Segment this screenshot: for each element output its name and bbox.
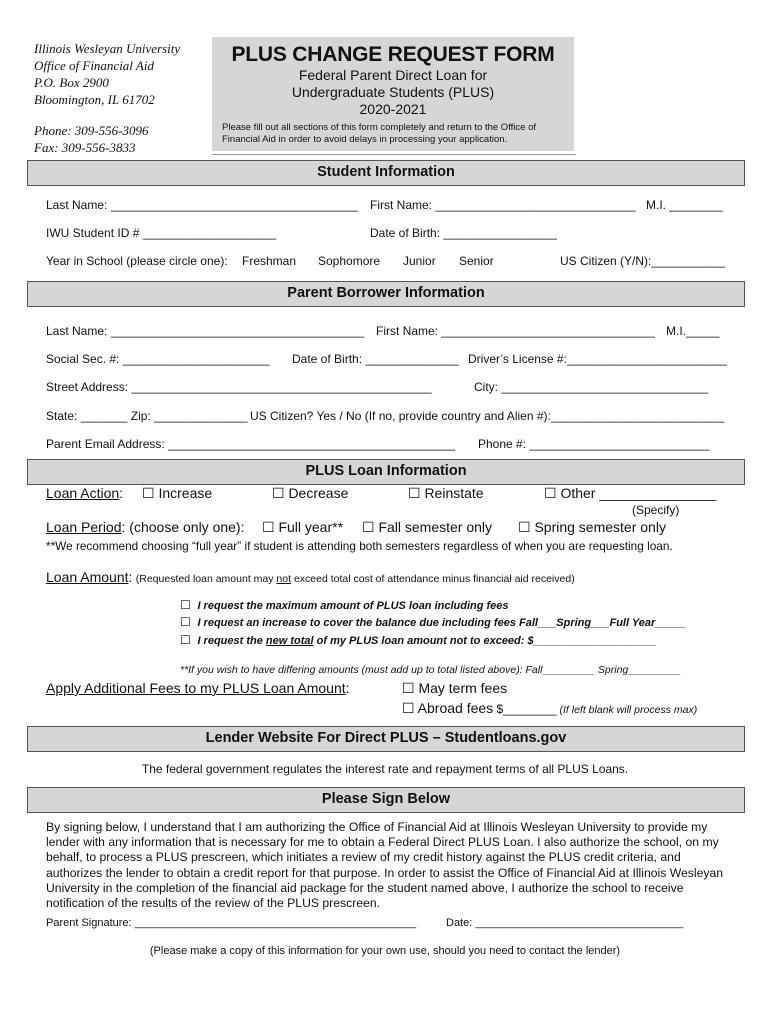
- parent-state-zip-field[interactable]: State: _______ Zip: ______________: [46, 409, 248, 423]
- parent-dob-field[interactable]: Date of Birth: ______________: [292, 352, 459, 366]
- loan-amount-row: Loan Amount: (Requested loan amount may not exceed total cost of attendance minus financial aid received): [46, 569, 575, 585]
- form-year: 2020-2021: [359, 101, 427, 117]
- parent-license-field[interactable]: Driver’s License #:________________________: [468, 352, 728, 366]
- new-total-label-start: I request the: [197, 635, 266, 647]
- parent-street-field[interactable]: Street Address: _____________________________________________: [46, 380, 432, 394]
- parent-info-heading: Parent Borrower Information: [27, 281, 745, 307]
- office-phone: Phone: 309-556-3096: [34, 123, 149, 138]
- year-option-freshman[interactable]: Freshman: [242, 254, 297, 268]
- student-last-name-field[interactable]: Last Name: _____________________________________: [46, 198, 358, 212]
- form-instructions-1: Please fill out all sections of this form completely and return to the Office of: [222, 122, 537, 133]
- university-name: Illinois Wesleyan University: [34, 41, 181, 56]
- abroad-fees-amount[interactable]: $________: [493, 702, 557, 716]
- student-first-name-field[interactable]: First Name: ______________________________: [370, 198, 636, 212]
- period-fall-checkbox[interactable]: ☐ Fall semester only: [362, 519, 493, 535]
- po-box: P.O. Box 2900: [34, 75, 109, 90]
- action-increase-checkbox[interactable]: ☐ Increase: [142, 485, 213, 501]
- office-fax: Fax: 309-556-3833: [34, 140, 136, 155]
- may-term-fees-checkbox[interactable]: ☐ May term fees: [402, 680, 508, 696]
- new-total-option[interactable]: ☐ I request the new total of my PLUS loan amount not to exceed: $____________________: [180, 633, 656, 647]
- new-total-label-end: of my PLUS loan amount not to exceed: $____________________: [313, 635, 656, 647]
- loan-period-instruction: : (choose only one):: [121, 519, 245, 535]
- max-amount-option-label: I request the maximum amount of PLUS loan including fees: [197, 600, 509, 612]
- form-subtitle-2: Undergraduate Students (PLUS): [291, 84, 495, 100]
- student-mi-field[interactable]: M.I. ________: [646, 198, 723, 212]
- city-line: Bloomington, IL 61702: [34, 92, 155, 107]
- year-option-sophomore[interactable]: Sophomore: [318, 254, 381, 268]
- parent-email-field[interactable]: Parent Email Address: ___________________________________________: [46, 437, 456, 451]
- specify-note: (Specify): [632, 503, 680, 517]
- loan-period-row: [46, 519, 244, 535]
- lender-heading: Lender Website For Direct PLUS – Studentloans.gov: [27, 726, 745, 752]
- form-subtitle-1: Federal Parent Direct Loan for: [298, 67, 488, 83]
- copy-note: (Please make a copy of this information for your own use, should you need to contact the lender): [149, 945, 621, 957]
- increase-balance-option[interactable]: ☐ I request an increase to cover the balance due including fees Fall___Spring___Full Year_____: [180, 615, 686, 629]
- form-title: PLUS CHANGE REQUEST FORM: [231, 43, 555, 66]
- period-spring-checkbox[interactable]: ☐ Spring semester only: [518, 519, 666, 535]
- parent-city-field[interactable]: City: _______________________________: [474, 380, 709, 394]
- action-other-checkbox[interactable]: ☐ Other _______________: [544, 485, 717, 501]
- abroad-fees-row[interactable]: [402, 700, 697, 717]
- student-us-citizen-field[interactable]: US Citizen (Y/N):___________: [560, 254, 725, 268]
- student-id-field[interactable]: IWU Student ID # ____________________: [46, 226, 277, 240]
- year-in-school-label: Year in School (please circle one):: [46, 254, 228, 268]
- loan-amount-label: Loan Amount: [46, 569, 129, 585]
- loan-amount-note-start: (Requested loan amount may: [135, 573, 277, 585]
- parent-mi-field[interactable]: M.I._____: [666, 324, 720, 338]
- signature-date-field[interactable]: Date: __________________________________: [446, 917, 684, 929]
- sign-heading: Please Sign Below: [27, 787, 745, 813]
- loan-period-label: Loan Period: [46, 519, 122, 535]
- loan-action-label: Loan Action: [46, 485, 120, 501]
- form-instructions-2: Financial Aid in order to avoid delays in processing your application.: [222, 134, 508, 145]
- title-divider: [212, 154, 576, 155]
- full-year-recommendation: **We recommend choosing “full year” if student is attending both semesters regardless of when you are requesting loan.: [46, 539, 673, 553]
- student-dob-field[interactable]: Date of Birth: _________________: [370, 226, 557, 240]
- year-option-senior[interactable]: Senior: [459, 254, 494, 268]
- additional-fees-label: Apply Additional Fees to my PLUS Loan Amount: [46, 680, 346, 696]
- loan-action-row: Loan Action:: [46, 485, 124, 501]
- year-option-junior[interactable]: Junior: [403, 254, 436, 268]
- additional-fees-row: Apply Additional Fees to my PLUS Loan Amount:: [46, 680, 350, 696]
- differing-amounts-note: **If you wish to have differing amounts (must add up to total listed above): Fall_________ Spring_________: [180, 664, 681, 676]
- abroad-fees-checkbox[interactable]: ☐ Abroad fees: [402, 700, 494, 716]
- loan-info-heading: PLUS Loan Information: [27, 459, 745, 485]
- increase-balance-option-label: I request an increase to cover the balance due including fees Fall___Spring___Full Year_____: [197, 617, 686, 629]
- new-total-label-underlined: new total: [265, 635, 314, 647]
- form-title-box: [212, 37, 574, 151]
- parent-signature-field[interactable]: Parent Signature: ______________________________________________: [46, 917, 417, 929]
- parent-phone-field[interactable]: Phone #: ___________________________: [478, 437, 710, 451]
- authorization-paragraph: By signing below, I understand that I am authorizing the Office of Financial Aid at Illinois Wesleyan University to provide my lender with any information that is necessary for me to obtain a Federal Direct PLUS Loan. I also authorize the school, on my behalf, to process a PLUS prescreen, which initiates a review of my credit history against the PLUS credit criteria, and authorizes the lender to obtain a credit report for that purpose. In order to assist the Office of Financial Aid at Illinois Wesleyan University in the completion of the financial aid package for the student named above, I authorize the school to receive notification of the results of the review of the PLUS prescreen.: [46, 820, 724, 911]
- action-decrease-checkbox[interactable]: ☐ Decrease: [272, 485, 349, 501]
- abroad-fees-note: (If left blank will process max): [556, 704, 698, 716]
- parent-last-name-field[interactable]: Last Name: ______________________________________: [46, 324, 365, 338]
- loan-amount-note-not: not: [276, 573, 292, 585]
- parent-first-name-field[interactable]: First Name: ________________________________: [376, 324, 655, 338]
- period-full-year-checkbox[interactable]: ☐ Full year**: [262, 519, 344, 535]
- lender-note: The federal government regulates the interest rate and repayment terms of all PLUS Loans.: [141, 762, 629, 776]
- office-name: Office of Financial Aid: [34, 58, 154, 73]
- parent-us-citizen-field[interactable]: US Citizen? Yes / No (If no, provide country and Alien #):__________________________: [250, 409, 725, 423]
- action-reinstate-checkbox[interactable]: ☐ Reinstate: [408, 485, 484, 501]
- loan-amount-note-end: exceed total cost of attendance minus financial aid received): [291, 573, 575, 585]
- parent-ssn-field[interactable]: Social Sec. #: ______________________: [46, 352, 270, 366]
- student-info-heading: Student Information: [27, 160, 745, 186]
- max-amount-option[interactable]: ☐ I request the maximum amount of PLUS loan including fees: [180, 598, 509, 612]
